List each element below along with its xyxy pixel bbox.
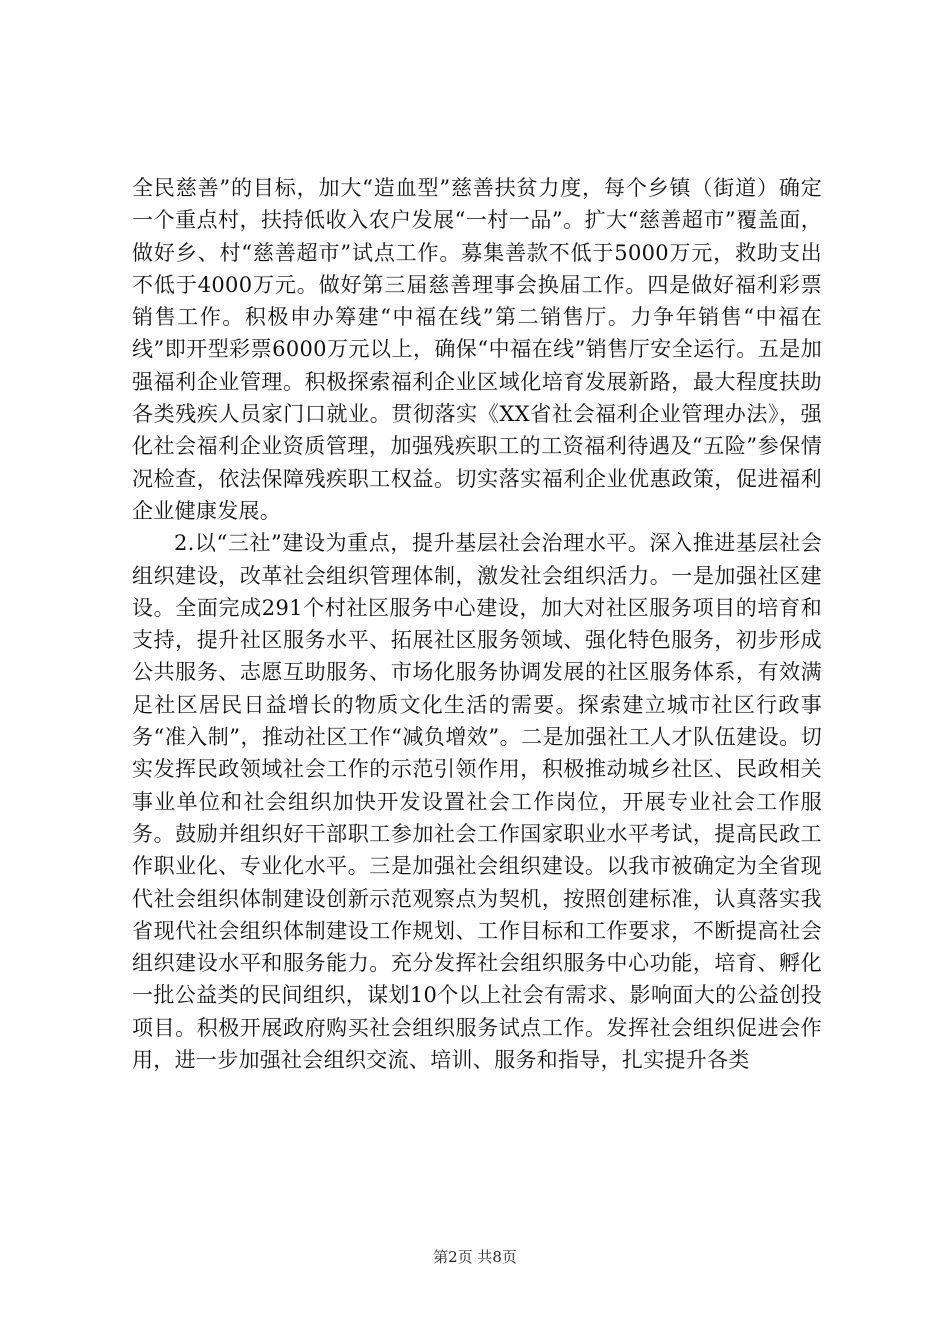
paragraph-1: 全民慈善”的目标，加大“造血型”慈善扶贫力度，每个乡镇（街道）确定一个重点村，扶持低收入农户发展“一村一品”。扩大“慈善超市”覆盖面，做好乡、村“慈善超市”试点工作。募集善款不低于5000万元，救助支出不低于4000万元。做好第三届慈善理事会换届工作。四是做好福利彩票销售工作。积极申办筹建“中福在线”第二销售厅。力争年销售“中福在线”即开型彩票6000万元以上，确保“中福在线”销售厅安全运行。五是加强福利企业管理。积极探索福利企业区域化培育发展新路，最大程度扶助各类残疾人员家门口就业。贯彻落实《XX省社会福利企业管理办法》，强化社会福利企业资质管理，加强残疾职工的工资福利待遇及“五险”参保情况检查，依法保障残疾职工权益。切实落实福利企业优惠政策，促进福利企业健康发展。 <box>132 176 822 523</box>
paragraph-2: 2.以“三社”建设为重点，提升基层社会治理水平。深入推进基层社会组织建设，改革社会组织管理体制，激发社会组织活力。一是加强社区建设。全面完成291个村社区服务中心建设，加大对社区服务项目的培育和支持，提升社区服务水平、拓展社区服务领域、强化特色服务，初步形成公共服务、志愿互助服务、市场化服务协调发展的社区服务体系，有效满足社区居民日益增长的物质文化生活的需要。探索建立城市社区行政事务“准入制”，推动社区工作“减负增效”。二是加强社工人才队伍建设。切实发挥民政领域社会工作的示范引领作用，积极推动城乡社区、民政相关事业单位和社会组织加快开发设置社会工作岗位，开展专业社会工作服务。鼓励并组织好干部职工参加社会工作国家职业水平考试，提高民政工作职业化、专业化水平。三是加强社会组织建设。以我市被确定为全省现代社会组织体制建设创新示范观察点为契机，按照创建标准，认真落实我省现代社会组织体制建设工作规划、工作目标和工作要求，不断提高社会组织建设水平和服务能力。充分发挥社会组织服务中心功能，培育、孵化一批公益类的民间组织，谋划10个以上社会有需求、影响面大的公益创投项目。积极开展政府购买社会组织服务试点工作。发挥社会组织促进会作用，进一步加强社会组织交流、培训、服务和指导，扎实提升各类 <box>132 531 822 1073</box>
page-footer: 第2页 共8页 <box>433 1248 517 1266</box>
body-text <box>132 172 822 1076</box>
